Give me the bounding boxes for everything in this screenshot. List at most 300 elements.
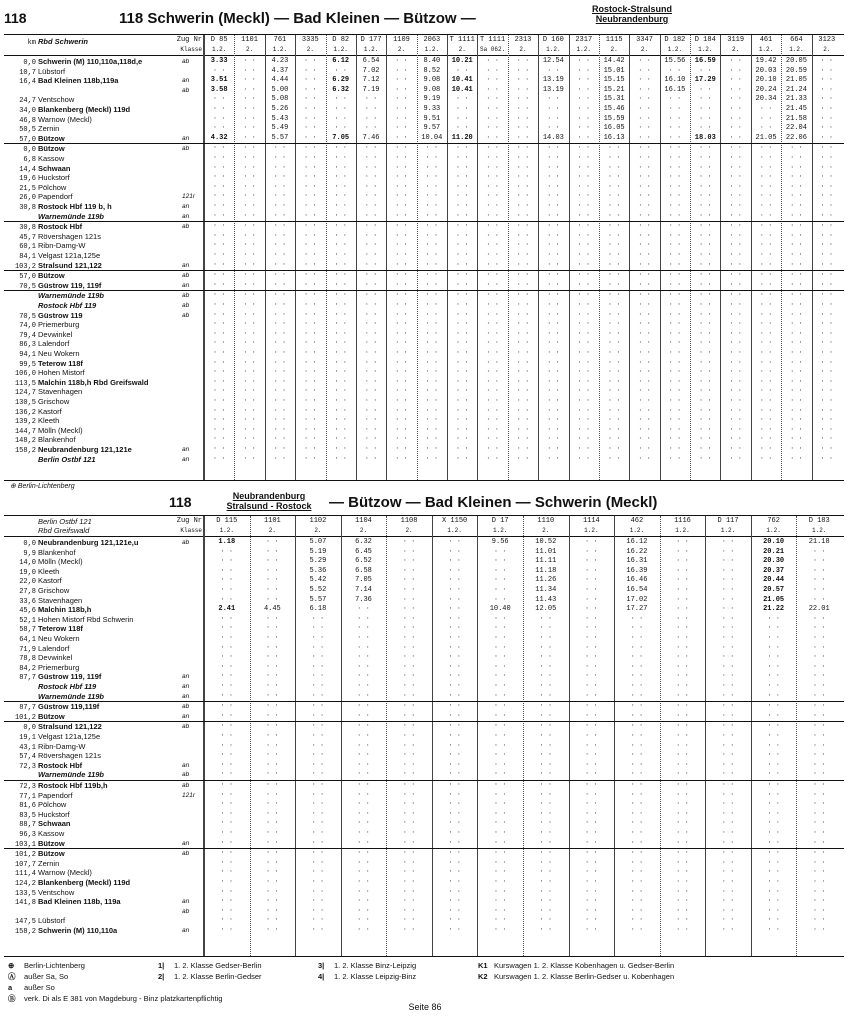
empty-cell: · ·: [630, 722, 644, 731]
empty-cell: · ·: [585, 732, 598, 740]
time-cell: 3.58: [210, 85, 228, 94]
empty-cell: · ·: [395, 231, 408, 240]
empty-cell: · ·: [668, 66, 682, 75]
time-cell: 10.04: [421, 133, 443, 142]
time-cell: 14.03: [542, 133, 564, 142]
empty-cell: · ·: [334, 291, 347, 300]
empty-cell: · ·: [668, 124, 682, 133]
empty-cell: · ·: [539, 897, 553, 906]
empty-cell: · ·: [820, 173, 834, 182]
empty-cell: · ·: [676, 566, 689, 575]
station-km: 101,2: [14, 713, 36, 722]
empty-cell: · ·: [585, 868, 598, 877]
train-class: 2.: [306, 46, 314, 53]
empty-cell: · ·: [607, 329, 621, 338]
empty-cell: · ·: [364, 173, 378, 182]
empty-cell: · ·: [547, 95, 560, 104]
empty-cell: · ·: [395, 416, 408, 425]
empty-cell: · ·: [759, 173, 773, 182]
empty-cell: · ·: [547, 358, 560, 367]
train-column-head: [432, 517, 478, 535]
empty-cell: · ·: [243, 114, 256, 123]
empty-cell: · ·: [638, 114, 651, 123]
train-class: 2.: [245, 46, 254, 53]
empty-cell: · ·: [402, 653, 416, 662]
empty-cell: · ·: [304, 368, 317, 377]
empty-cell: · ·: [266, 838, 279, 847]
empty-cell: · ·: [455, 349, 469, 357]
empty-cell: · ·: [577, 416, 591, 425]
station-name: Lalendorf: [38, 643, 70, 653]
empty-cell: · ·: [486, 291, 499, 300]
empty-cell: · ·: [266, 634, 279, 642]
empty-cell: · ·: [729, 173, 742, 182]
empty-cell: · ·: [759, 454, 773, 463]
empty-cell: · ·: [585, 691, 598, 700]
empty-cell: · ·: [448, 662, 461, 671]
empty-cell: · ·: [448, 547, 461, 556]
time-cell: 15.31: [603, 95, 625, 104]
empty-cell: · ·: [668, 387, 682, 396]
arr-dep-marker: an: [182, 134, 190, 142]
empty-cell: · ·: [547, 231, 560, 240]
empty-cell: · ·: [273, 231, 287, 240]
empty-cell: · ·: [364, 329, 378, 338]
empty-cell: · ·: [311, 897, 325, 906]
empty-cell: · ·: [402, 605, 416, 614]
time-cell: 20.37: [763, 566, 785, 575]
empty-cell: · ·: [577, 349, 591, 357]
empty-cell: · ·: [266, 722, 279, 731]
train-number: 2313: [514, 36, 532, 44]
empty-cell: · ·: [448, 751, 461, 760]
station-name: Malchin 118b,h Rbd Greifswald: [38, 377, 149, 387]
empty-cell: · ·: [585, 897, 598, 906]
empty-cell: · ·: [585, 906, 598, 915]
empty-cell: · ·: [425, 435, 439, 444]
empty-cell: · ·: [630, 741, 644, 750]
empty-cell: · ·: [767, 722, 780, 731]
empty-cell: · ·: [273, 349, 287, 357]
empty-cell: · ·: [212, 144, 226, 153]
station-km: 21,5: [19, 184, 36, 193]
empty-cell: · ·: [266, 586, 279, 594]
station-name: Mölln (Meckl): [38, 425, 83, 435]
empty-cell: · ·: [767, 849, 780, 858]
empty-cell: · ·: [577, 377, 591, 386]
empty-cell: · ·: [220, 800, 234, 809]
empty-cell: · ·: [486, 211, 499, 220]
empty-cell: · ·: [364, 397, 378, 405]
empty-cell: · ·: [395, 377, 408, 386]
empty-cell: · ·: [698, 231, 712, 240]
empty-cell: · ·: [638, 445, 651, 453]
station-km: 84,2: [19, 664, 36, 673]
train-class: 2.: [732, 46, 740, 53]
empty-cell: · ·: [395, 114, 408, 123]
empty-cell: · ·: [364, 358, 378, 367]
empty-cell: · ·: [304, 445, 317, 453]
empty-cell: · ·: [767, 732, 780, 740]
empty-cell: · ·: [585, 711, 598, 720]
empty-cell: · ·: [486, 144, 499, 153]
empty-cell: · ·: [266, 926, 279, 934]
empty-cell: · ·: [243, 435, 256, 444]
empty-cell: · ·: [243, 416, 256, 425]
empty-cell: · ·: [577, 154, 591, 162]
empty-cell: · ·: [721, 858, 735, 867]
time-cell: 20.05: [785, 57, 807, 65]
empty-cell: · ·: [266, 566, 279, 575]
empty-cell: · ·: [357, 887, 370, 896]
empty-cell: · ·: [729, 114, 742, 123]
empty-cell: · ·: [729, 387, 742, 396]
empty-cell: · ·: [486, 222, 499, 231]
station-name: Stavenhagen: [38, 595, 83, 605]
empty-cell: · ·: [820, 182, 834, 191]
empty-cell: · ·: [539, 634, 553, 642]
empty-cell: · ·: [304, 358, 317, 367]
empty-cell: · ·: [402, 722, 416, 731]
empty-cell: · ·: [790, 144, 803, 153]
station-row: [4, 770, 204, 779]
empty-cell: · ·: [638, 310, 651, 319]
empty-cell: · ·: [243, 202, 256, 210]
empty-cell: · ·: [395, 57, 408, 65]
empty-cell: · ·: [790, 211, 803, 220]
empty-cell: · ·: [676, 800, 689, 809]
empty-cell: · ·: [448, 682, 461, 690]
station-name: Kleeth: [38, 416, 60, 426]
time-cell: 8.52: [423, 66, 441, 75]
empty-cell: · ·: [357, 605, 370, 614]
arr-dep-marker: an: [182, 261, 190, 269]
empty-cell: · ·: [212, 114, 226, 123]
empty-cell: · ·: [486, 95, 499, 104]
empty-cell: · ·: [266, 702, 279, 711]
empty-cell: · ·: [311, 624, 325, 633]
empty-cell: · ·: [729, 377, 742, 386]
empty-cell: · ·: [243, 105, 256, 113]
empty-cell: · ·: [547, 173, 560, 182]
empty-cell: · ·: [607, 358, 621, 367]
empty-cell: · ·: [698, 241, 712, 250]
station-km: 141,8: [14, 899, 36, 908]
legend-text: Kurswagen 1. 2. Klasse Berlin-Gedser u. Kobenhagen: [494, 972, 675, 981]
empty-cell: · ·: [676, 906, 689, 915]
legend-text: 1. 2. Klasse Binz-Leipzig: [334, 961, 417, 970]
empty-cell: · ·: [425, 182, 439, 191]
empty-cell: · ·: [212, 95, 226, 104]
page-number: Seite 86: [408, 1002, 442, 1012]
empty-cell: · ·: [395, 76, 408, 85]
empty-cell: · ·: [448, 809, 461, 818]
empty-cell: · ·: [455, 182, 469, 191]
empty-cell: · ·: [698, 301, 712, 309]
empty-cell: · ·: [455, 301, 469, 309]
empty-cell: · ·: [638, 271, 651, 280]
empty-cell: · ·: [455, 387, 469, 396]
empty-cell: · ·: [721, 691, 735, 700]
empty-cell: · ·: [311, 741, 325, 750]
time-cell: 13.19: [542, 85, 564, 94]
empty-cell: · ·: [266, 916, 279, 925]
empty-cell: · ·: [759, 416, 773, 425]
empty-cell: · ·: [676, 819, 689, 828]
station-name: Warnemünde 119b: [38, 770, 104, 780]
time-cell: 7.12: [362, 76, 380, 85]
empty-cell: · ·: [273, 163, 287, 172]
empty-cell: · ·: [767, 624, 780, 633]
time-cell: 15.56: [664, 57, 686, 65]
train-column-head: [477, 517, 523, 535]
section1-aux-destinations: [572, 4, 692, 24]
empty-cell: · ·: [266, 887, 279, 896]
time-cell: 9.56: [491, 538, 509, 546]
empty-cell: · ·: [577, 320, 591, 329]
empty-cell: · ·: [311, 634, 325, 642]
empty-cell: · ·: [425, 192, 439, 201]
empty-cell: · ·: [243, 368, 256, 377]
station-km: 60,1: [19, 243, 36, 252]
empty-cell: · ·: [357, 849, 370, 858]
station-name: Kleeth: [38, 566, 60, 576]
empty-cell: · ·: [402, 614, 416, 623]
empty-cell: · ·: [638, 105, 651, 113]
empty-cell: · ·: [676, 732, 689, 740]
empty-cell: · ·: [455, 154, 469, 162]
empty-cell: · ·: [364, 163, 378, 172]
time-cell: 6.45: [355, 547, 372, 556]
empty-cell: · ·: [220, 662, 234, 671]
empty-cell: · ·: [304, 202, 317, 210]
empty-cell: · ·: [516, 339, 530, 348]
empty-cell: · ·: [243, 182, 256, 191]
empty-cell: · ·: [676, 711, 689, 720]
station-km: 144,7: [14, 427, 36, 436]
empty-cell: · ·: [212, 241, 226, 250]
empty-cell: · ·: [448, 849, 461, 858]
station-name: Bützow: [38, 144, 65, 154]
empty-cell: · ·: [577, 173, 591, 182]
empty-cell: · ·: [607, 192, 621, 201]
empty-cell: · ·: [243, 95, 256, 104]
empty-cell: · ·: [243, 66, 256, 75]
empty-cell: · ·: [721, 800, 735, 809]
empty-cell: · ·: [357, 662, 370, 671]
empty-cell: · ·: [273, 329, 287, 338]
empty-cell: · ·: [759, 192, 773, 201]
empty-cell: · ·: [820, 291, 834, 300]
time-cell: 21.24: [785, 85, 807, 94]
empty-cell: · ·: [273, 416, 287, 425]
arr-dep-marker: ab: [182, 311, 190, 319]
station-name: Priemerburg: [38, 320, 80, 330]
time-cell: 12.54: [542, 57, 564, 65]
empty-cell: · ·: [638, 387, 651, 396]
empty-cell: · ·: [729, 144, 742, 153]
empty-cell: · ·: [698, 416, 712, 425]
time-cell: 16.46: [626, 576, 648, 585]
empty-cell: · ·: [402, 576, 416, 585]
empty-cell: · ·: [493, 809, 507, 818]
empty-cell: · ·: [402, 547, 416, 556]
empty-cell: · ·: [425, 397, 439, 405]
empty-cell: · ·: [402, 634, 416, 642]
empty-cell: · ·: [812, 809, 826, 818]
empty-cell: · ·: [304, 95, 317, 104]
empty-cell: · ·: [820, 349, 834, 357]
legend-symbol: 4|: [318, 972, 325, 981]
empty-cell: · ·: [273, 291, 287, 300]
empty-cell: · ·: [577, 114, 591, 123]
empty-cell: · ·: [425, 406, 439, 415]
empty-cell: · ·: [638, 163, 651, 172]
empty-cell: · ·: [676, 770, 689, 779]
empty-cell: · ·: [630, 614, 644, 623]
arr-dep-marker: an: [182, 712, 190, 720]
empty-cell: · ·: [668, 454, 682, 463]
empty-cell: · ·: [493, 819, 507, 828]
station-km: 30,8: [19, 204, 36, 212]
empty-cell: · ·: [448, 691, 461, 700]
empty-cell: · ·: [607, 406, 621, 415]
empty-cell: · ·: [395, 425, 408, 434]
empty-cell: · ·: [676, 878, 689, 886]
time-cell: 11.26: [535, 576, 557, 585]
empty-cell: · ·: [767, 691, 780, 700]
train-number: 1104: [355, 517, 372, 525]
empty-cell: · ·: [812, 770, 826, 779]
train-column-head: [386, 517, 432, 535]
empty-cell: · ·: [516, 435, 530, 444]
empty-cell: · ·: [539, 790, 553, 799]
empty-cell: · ·: [767, 838, 780, 847]
empty-cell: · ·: [364, 114, 378, 123]
empty-cell: · ·: [547, 445, 560, 453]
empty-cell: · ·: [721, 770, 735, 779]
empty-cell: · ·: [273, 368, 287, 377]
empty-cell: · ·: [812, 557, 826, 566]
time-cell: 20.10: [763, 538, 785, 546]
empty-cell: · ·: [402, 672, 416, 681]
empty-cell: · ·: [577, 241, 591, 250]
empty-cell: · ·: [486, 251, 499, 259]
empty-cell: · ·: [516, 260, 530, 269]
station-name: Rostock Hbf 119: [38, 682, 97, 691]
station-km: 9,9: [23, 549, 36, 558]
empty-cell: · ·: [585, 538, 598, 546]
empty-cell: · ·: [638, 154, 651, 162]
empty-cell: · ·: [577, 222, 591, 231]
section1-column-header: [4, 35, 844, 56]
station-km: 0,0: [23, 724, 36, 733]
station-name: Velgast 121a,125e: [38, 732, 101, 741]
time-cell: 16.15: [664, 85, 686, 94]
empty-cell: · ·: [243, 271, 256, 280]
empty-cell: · ·: [585, 614, 598, 623]
empty-cell: · ·: [577, 435, 591, 444]
arr-dep-marker: ab: [182, 58, 190, 65]
station-name: Warnow (Meckl): [38, 868, 92, 878]
station-name: Güstrow 119, 119f: [38, 672, 102, 682]
empty-cell: · ·: [812, 711, 826, 720]
station-name: Malchin 118b,h: [38, 605, 92, 615]
empty-cell: · ·: [493, 829, 507, 837]
empty-cell: · ·: [212, 320, 226, 329]
empty-cell: · ·: [668, 231, 682, 240]
empty-cell: · ·: [364, 320, 378, 329]
empty-cell: · ·: [402, 732, 416, 740]
empty-cell: · ·: [812, 838, 826, 847]
empty-cell: · ·: [402, 751, 416, 760]
empty-cell: · ·: [790, 280, 803, 289]
time-cell: 22.01: [808, 605, 830, 614]
empty-cell: · ·: [486, 124, 499, 133]
empty-cell: · ·: [607, 222, 621, 231]
station-km: 72,3: [19, 783, 36, 791]
empty-cell: · ·: [212, 387, 226, 396]
empty-cell: · ·: [539, 732, 553, 740]
station-name: Neu Wokern: [38, 349, 80, 358]
empty-cell: · ·: [311, 711, 325, 720]
station-name: Neubrandenburg 121,121e,u: [38, 538, 139, 547]
empty-cell: · ·: [539, 809, 553, 818]
empty-cell: · ·: [698, 349, 712, 357]
empty-cell: · ·: [547, 339, 560, 348]
empty-cell: · ·: [402, 770, 416, 779]
empty-cell: · ·: [304, 182, 317, 191]
empty-cell: · ·: [607, 251, 621, 259]
empty-cell: · ·: [790, 173, 803, 182]
empty-cell: · ·: [790, 339, 803, 348]
empty-cell: · ·: [638, 358, 651, 367]
empty-cell: · ·: [767, 800, 780, 809]
time-cell: 21.33: [785, 95, 807, 104]
empty-cell: · ·: [516, 251, 530, 259]
empty-cell: · ·: [676, 760, 689, 769]
empty-cell: · ·: [676, 838, 689, 847]
arr-dep-marker: ab: [182, 86, 190, 94]
empty-cell: · ·: [304, 349, 317, 357]
time-cell: 15.01: [603, 66, 625, 75]
empty-cell: · ·: [220, 682, 234, 690]
train-number: 1101: [263, 517, 281, 525]
empty-cell: · ·: [334, 95, 347, 104]
arr-dep-marker: an: [182, 455, 190, 463]
empty-cell: · ·: [790, 310, 803, 319]
empty-cell: · ·: [630, 653, 644, 662]
empty-cell: · ·: [304, 251, 317, 259]
empty-cell: · ·: [304, 231, 317, 240]
station-row: [4, 926, 204, 937]
empty-cell: · ·: [668, 211, 682, 220]
empty-cell: · ·: [311, 858, 325, 867]
arr-dep-marker: ab: [182, 782, 190, 789]
empty-cell: · ·: [243, 339, 256, 348]
empty-cell: · ·: [767, 643, 780, 652]
time-cell: 3.51: [210, 76, 228, 85]
station-km: 45,7: [19, 233, 36, 242]
empty-cell: · ·: [243, 241, 256, 250]
time-cell: 21.22: [763, 605, 785, 614]
empty-cell: · ·: [395, 349, 408, 357]
empty-cell: · ·: [790, 241, 803, 250]
arr-dep-marker: 121r: [182, 193, 196, 201]
empty-cell: · ·: [357, 760, 370, 769]
empty-cell: · ·: [334, 435, 347, 444]
legend-item: [478, 960, 674, 971]
